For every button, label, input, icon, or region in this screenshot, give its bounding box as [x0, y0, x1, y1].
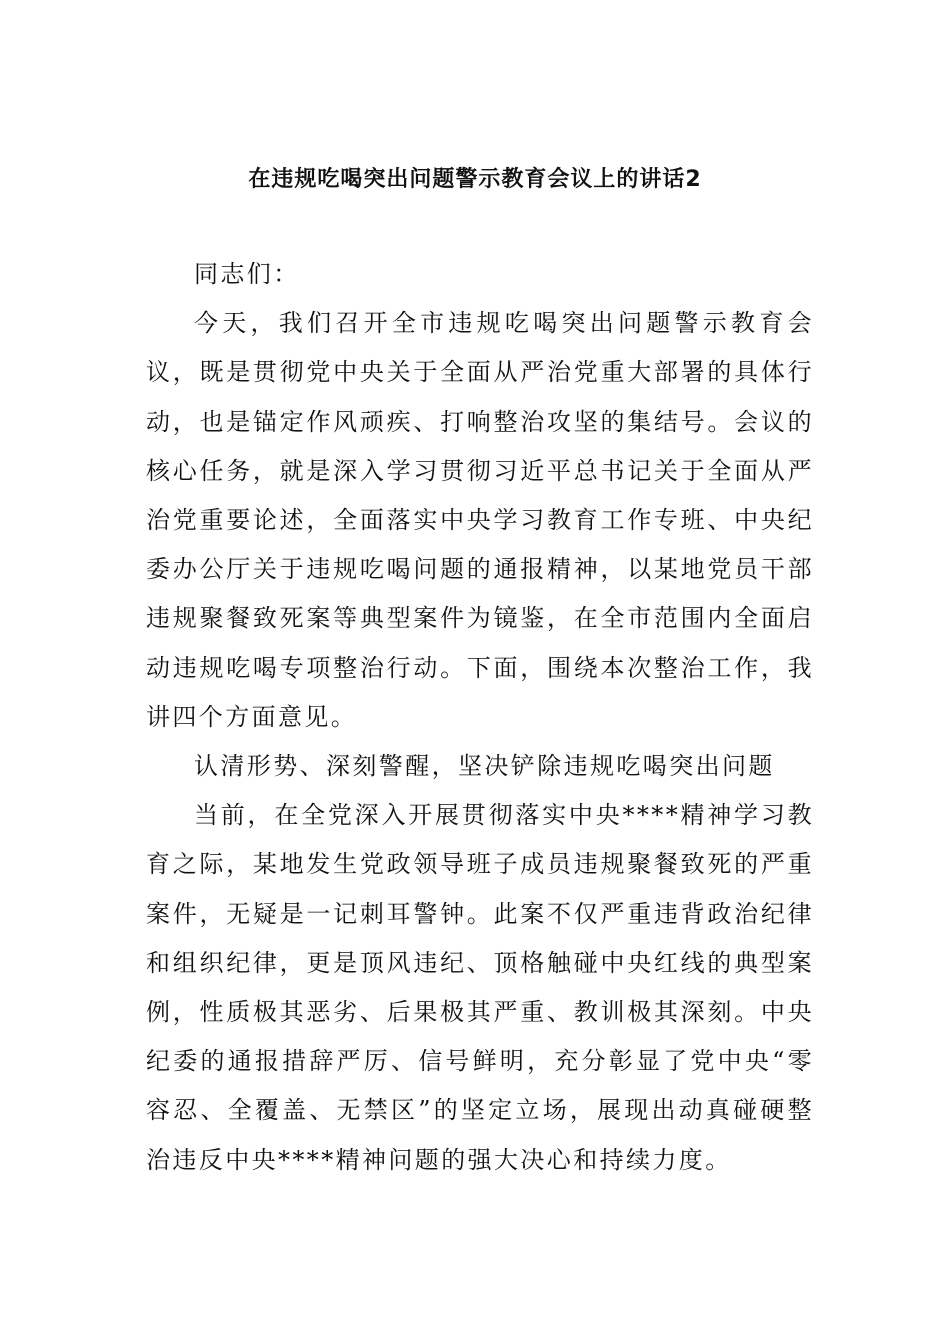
body-paragraph: 当前，在全党深入开展贯彻落实中央****精神学习教育之际，某地发生党政领导班子成员违规聚餐致死的严重案件，无疑是一记刺耳警钟。此案不仅严重违背政治纪律和组织纪律，更是顶风违纪、顶格触碰中央红线的典型案例，性质极其恶劣、后果极其严重、教训极其深刻。中央纪委的通报措辞严厉、信号鲜明，充分彰显了党中央“零容忍、全覆盖、无禁区”的坚定立场，展现出动真碰硬整治违反中央****精神问题的强大决心和持续力度。 — [146, 801, 814, 1174]
opening-paragraph: 今天，我们召开全市违规吃喝突出问题警示教育会议，既是贯彻党中央关于全面从严治党重大部署的具体行动，也是锚定作风顽疾、打响整治攻坚的集结号。会议的核心任务，就是深入学习贯彻习近平总书记关于全面从严治党重要论述，全面落实中央学习教育工作专班、中央纪委办公厅关于违规吃喝问题的通报精神，以某地党员干部违规聚餐致死案等典型案件为镜鉴，在全市范围内全面启动违规吃喝专项整治行动。下面，围绕本次整治工作，我讲四个方面意见。 — [146, 309, 814, 731]
section-heading: 认清形势、深刻警醒，坚决铲除违规吃喝突出问题 — [194, 752, 775, 781]
document-title: 在违规吃喝突出问题警示教育会议上的讲话2 — [248, 167, 702, 192]
salutation-paragraph: 同志们： — [194, 260, 300, 288]
document-body — [146, 250, 814, 1185]
